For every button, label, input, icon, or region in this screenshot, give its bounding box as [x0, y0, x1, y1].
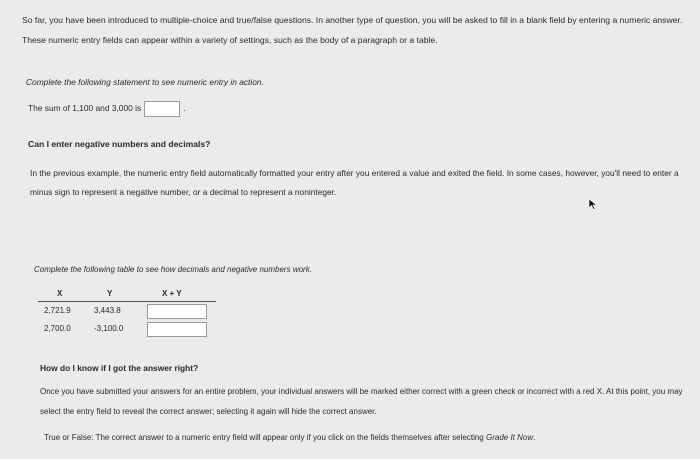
grade-it-now-label: Grade It Now — [485, 433, 534, 442]
table-header-row — [38, 285, 216, 302]
sum-entry-field-row1[interactable] — [147, 304, 207, 319]
cell-y: -3,100.0 — [94, 324, 124, 333]
header-sum: X + Y — [162, 289, 182, 298]
sum-statement-period: . — [183, 103, 186, 114]
table-row — [38, 320, 216, 338]
header-x: X — [57, 289, 63, 298]
table-instruction: Complete the following table to see how decimals and negative numbers work. — [34, 265, 312, 274]
sum-entry-field[interactable] — [144, 101, 180, 117]
example-instruction: Complete the following statement to see numeric entry in action. — [26, 77, 264, 87]
cell-y: 3,443.8 — [94, 306, 121, 315]
mouse-pointer-icon — [588, 198, 598, 210]
true-false-question — [44, 432, 535, 444]
sum-statement-text: The sum of 1,100 and 3,000 is — [28, 103, 142, 114]
cell-x: 2,700.0 — [44, 324, 71, 333]
answers-heading: How do I know if I got the answer right? — [40, 363, 199, 373]
sum-entry-field-row2[interactable] — [147, 322, 207, 337]
true-false-period: . — [533, 433, 536, 442]
numeric-table — [38, 285, 216, 338]
answers-paragraph: Once you have submitted your answers for an entire problem, your individual answers will be marked either correct with a green check or incorrect with a red X. At this point, you may select the entry field to reveal the correct answer; selecting it again will hide the correct answer. — [40, 387, 683, 416]
negatives-heading: Can I enter negative numbers and decimals? — [28, 139, 211, 149]
header-y: Y — [107, 289, 113, 298]
true-false-text: True or False: The correct answer to a numeric entry field will appear only if you click on the fields themselves after selecting — [44, 433, 486, 442]
sum-statement — [28, 101, 185, 117]
cell-x: 2,721.9 — [44, 306, 71, 315]
negatives-paragraph: In the previous example, the numeric entry field automatically formatted your entry after you entered a value and exited the field. In some cases, however, you'll need to enter a minus sign to represent a negative number, or a decimal to represent a noninteger. — [30, 168, 679, 197]
table-row — [38, 302, 216, 320]
intro-paragraph: So far, you have been introduced to multiple-choice and true/false questions. In another type of question, you will be asked to fill in a blank field by entering a numeric answer. These numeric entry fields can appear within a variety of settings, such as the body of a paragraph or a table. — [22, 15, 683, 45]
